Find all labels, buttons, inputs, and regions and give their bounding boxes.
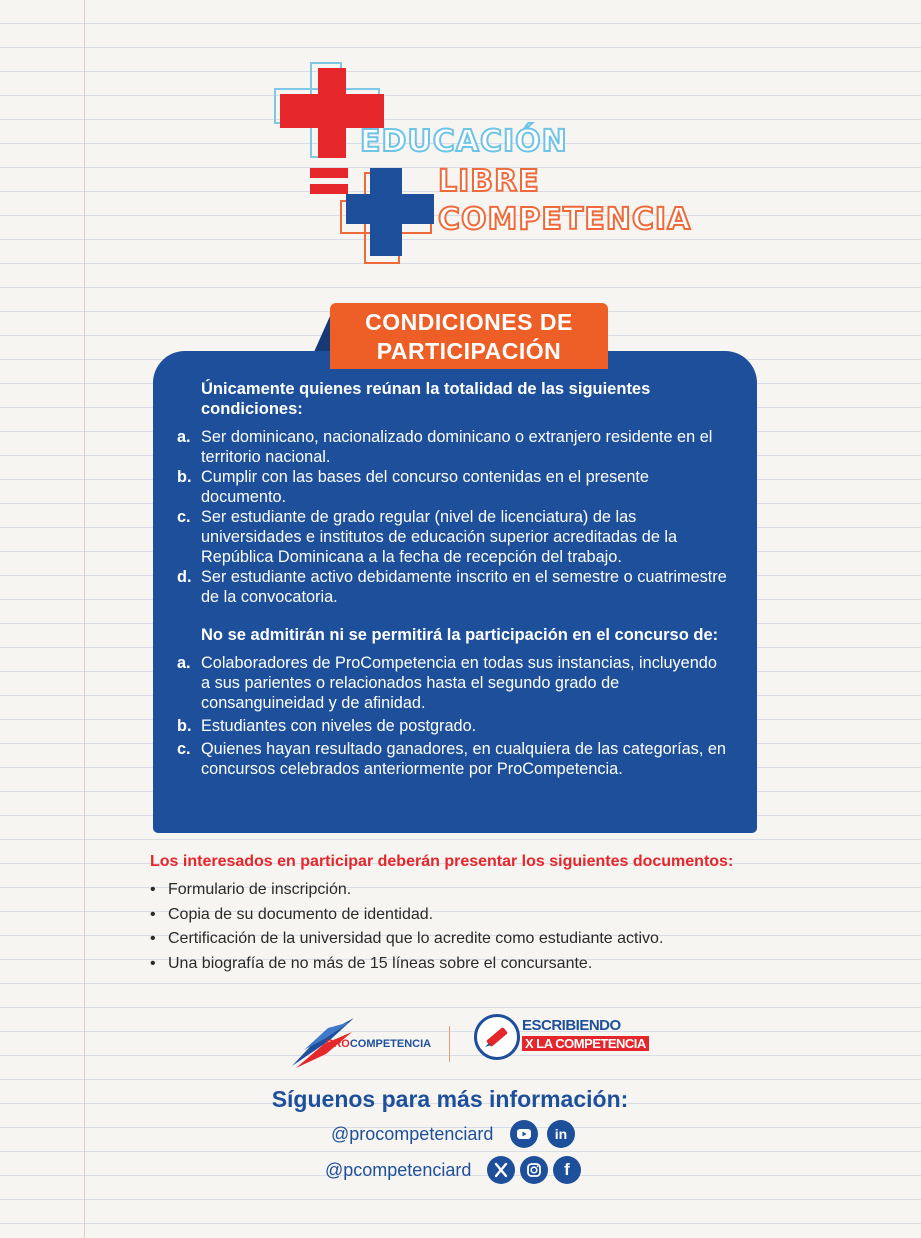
logo-text-pro: PRO [326,1038,350,1050]
list-item: a. Ser dominicano, nacionalizado dominicano o extranjero residente en el territorio nacional. [177,428,713,466]
pen-emblem-icon [474,1014,520,1060]
equals-icon [310,168,348,178]
exclusions-list [177,653,727,779]
list-item: d. Ser estudiante activo debidamente inscrito en el semestre o cuatrimestre de la convocatoria. [177,568,727,606]
list-item: • Copia de su documento de identidad. [150,905,434,923]
requirements-list [177,427,727,607]
blue-plus-icon [346,194,434,224]
la-competencia-text: X LA COMPETENCIA [522,1036,649,1051]
campaign-logo [270,62,690,262]
list-item: • Formulario de inscripción. [150,881,352,898]
list-item: c. Ser estudiante de grado regular (nivel de licenciatura) de las universidades e institutos de educación superior acreditadas de la República Dominicana a la fecha de recepción del trabajo. [177,508,678,566]
logo-text-competencia: COMPETENCIA [349,1038,432,1050]
youtube-icon[interactable] [510,1120,538,1148]
documents-list [150,878,663,976]
escribiendo-logo [472,1012,646,1068]
logo-word-libre: LIBRE [438,164,540,199]
escribiendo-text: ESCRIBIENDO [522,1017,621,1034]
list-item: b. Estudiantes con niveles de postgrado. [177,717,477,735]
conditions-panel [153,351,757,833]
follow-us-heading: Síguenos para más información: [271,1086,629,1112]
documents-title: Los interesados en participar deberán presentar los siguientes documentos: [150,853,734,870]
x-icon[interactable] [487,1156,515,1184]
heading-line: PARTICIPACIÓN [376,338,562,364]
conditions-intro: Únicamente quienes reúnan la totalidad de las siguientes condiciones: [201,380,651,418]
facebook-icon[interactable]: f [553,1156,581,1184]
list-item: c. Quienes hayan resultado ganadores, en cualquiera de las categorías, en concursos celebrados anteriormente por ProCompetencia. [177,740,726,778]
equals-icon [310,184,348,194]
social-handle[interactable]: @pcompetenciard [325,1160,472,1180]
logo-word-competencia: COMPETENCIA [438,202,692,237]
social-handle[interactable]: @procompetenciard [331,1124,494,1144]
instagram-icon[interactable] [520,1156,548,1184]
procompetencia-logo [290,1014,440,1070]
logo-divider [449,1026,450,1062]
list-item: a. Colaboradores de ProCompetencia en todas sus instancias, incluyendo a sus parientes o relacionados hasta el segundo grado de consanguineidad y de afinidad. [177,654,717,712]
notebook-margin-line [84,0,85,1238]
red-plus-icon [280,94,384,128]
conditions-tab-heading [330,303,608,369]
heading-line: CONDICIONES DE [365,309,573,335]
exclusions-title: No se admitirán ni se permitirá la participación en el concurso de: [201,626,719,644]
list-item: b. Cumplir con las bases del concurso contenidas en el presente documento. [177,468,649,506]
list-item: • Una biografía de no más de 15 líneas sobre el concursante. [150,954,593,972]
linkedin-icon[interactable]: in [547,1120,575,1148]
logo-word-educacion: EDUCACIÓN [360,124,568,159]
list-item: • Certificación de la universidad que lo acredite como estudiante activo. [150,930,664,947]
